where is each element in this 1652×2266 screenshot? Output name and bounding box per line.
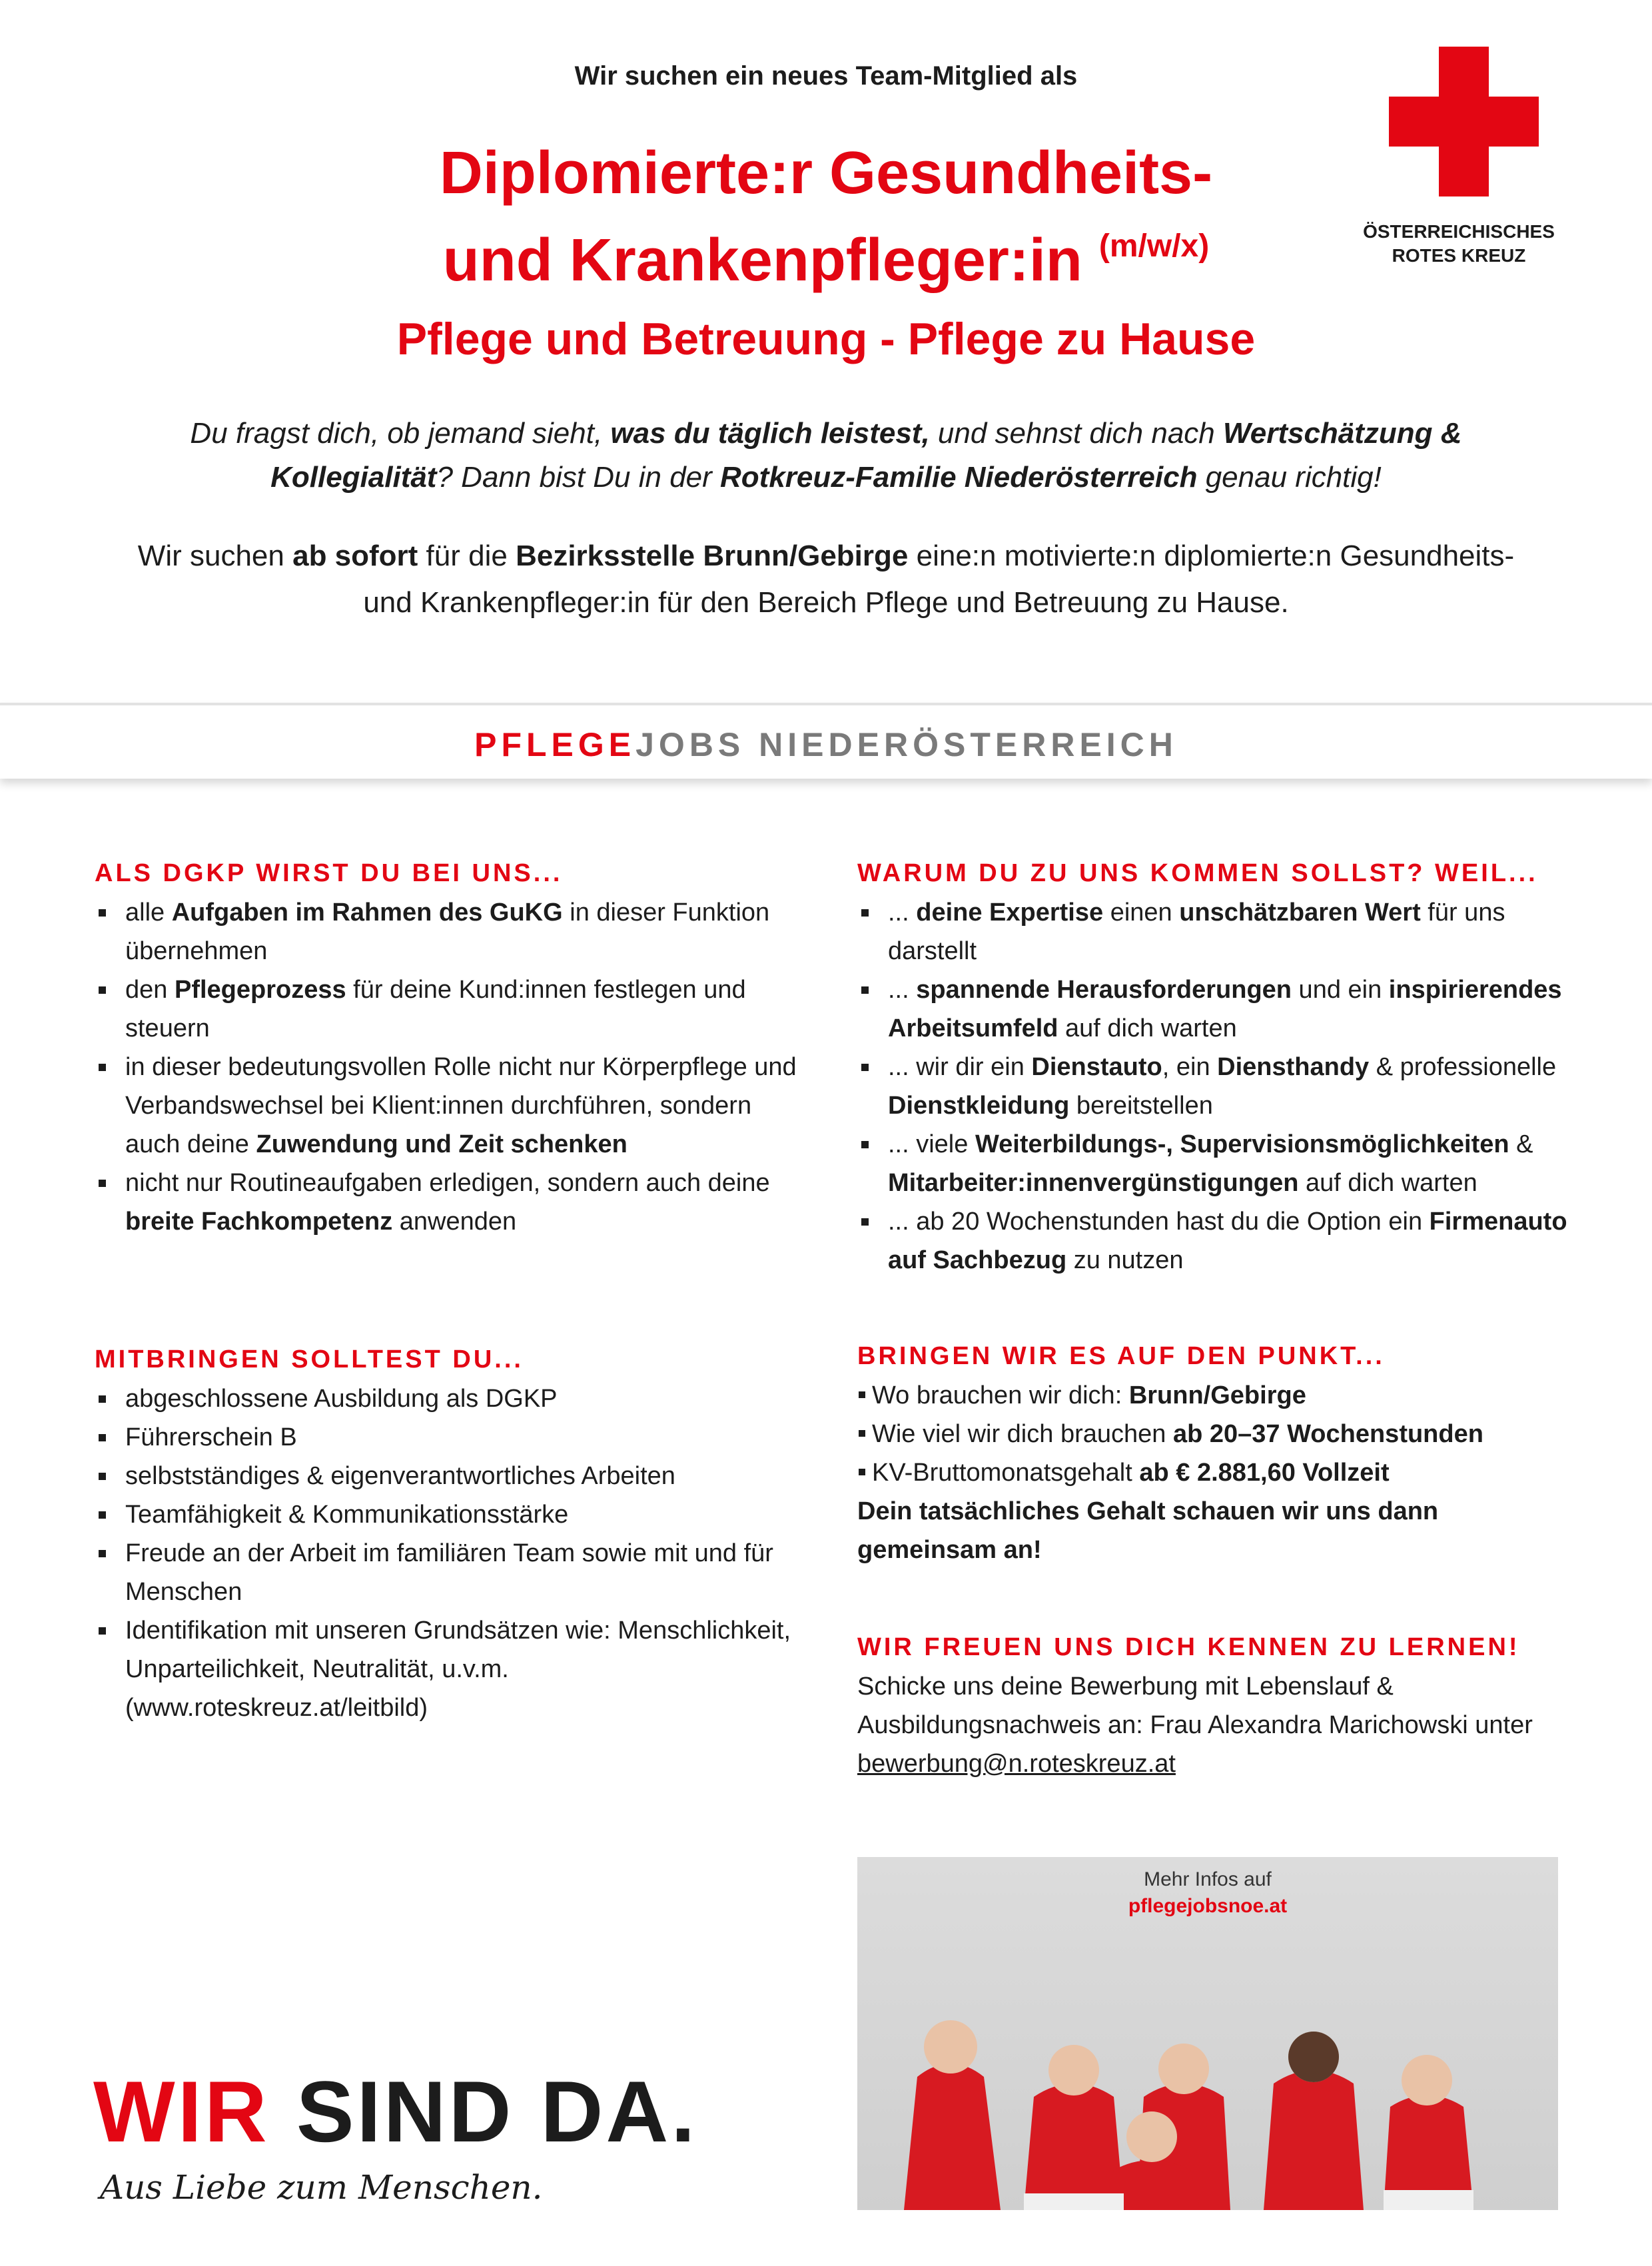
list-item: ... deine Expertise einen unschätzbaren Wert für uns darstellt: [857, 893, 1570, 970]
logo-line2: ROTES KREUZ: [1392, 245, 1526, 266]
benefits-list: [857, 893, 1570, 1280]
job-title: [200, 137, 1452, 297]
list-item: ... wir dir ein Dienstauto, ein Diensthandy & professionelle Dienstkleidung bereitstellen: [857, 1048, 1570, 1125]
team-illustration: [857, 1857, 1558, 2210]
intro-paragraph: [133, 533, 1519, 626]
banner-part1: PFLEGE: [474, 726, 636, 763]
intro-text: eine:n motivierte:n diplomierte:n Gesundheits- und Krankenpfleger:in für den Bereich Pflege und Betreuung zu Hause.: [363, 540, 1515, 619]
slogan: [93, 2062, 697, 2161]
contact-text: Schicke uns deine Bewerbung mit Lebenslauf & Ausbildungsnachweis an: Frau Alexandra Marichowski unter bewerbung@n.roteskreuz.at: [857, 1673, 1533, 1778]
gender-suffix: (m/w/x): [1098, 228, 1210, 264]
lead-text: genau richtig!: [1197, 461, 1382, 494]
facts-line-location: Wo brauchen wir dich: Brunn/Gebirge: [857, 1376, 1570, 1415]
intro-emphasis: ab sofort: [292, 540, 418, 572]
list-item: alle Aufgaben im Rahmen des GuKG in dieser Funktion übernehmen: [95, 893, 807, 970]
benefits-heading: WARUM DU ZU UNS KOMMEN SOLLST? WEIL...: [857, 859, 1538, 887]
facts-line-hours: Wie viel wir dich brauchen ab 20–37 Wochenstunden: [857, 1415, 1570, 1453]
contact-section: [857, 1633, 1570, 1783]
slogan-black: SIND DA.: [296, 2063, 698, 2160]
job-title-line1: Diplomierte:r Gesundheits-: [439, 140, 1213, 206]
tasks-heading: ALS DGKP WIRST DU BEI UNS...: [95, 859, 563, 887]
email-link[interactable]: bewerbung@n.roteskreuz.at: [857, 1750, 1176, 1778]
facts-section: [857, 1342, 1570, 1569]
team-photo: [857, 1857, 1558, 2210]
lead-text: ? Dann bist Du in der: [436, 461, 721, 494]
list-item: nicht nur Routineaufgaben erledigen, sondern auch deine breite Fachkompetenz anwenden: [95, 1164, 807, 1241]
facts-line-salary: KV-Bruttomonatsgehalt ab € 2.881,60 Vollzeit: [857, 1453, 1570, 1492]
lead-paragraph: [133, 412, 1519, 500]
lead-emphasis: was du täglich leistest,: [610, 417, 930, 450]
lead-emphasis: Rotkreuz-Familie Niederösterreich: [720, 461, 1198, 494]
red-cross-icon: [1389, 47, 1539, 196]
list-item: Führerschein B: [95, 1418, 807, 1457]
list-item: Freude an der Arbeit im familiären Team sowie mit und für Menschen: [95, 1534, 807, 1611]
salary-note: Dein tatsächliches Gehalt schauen wir uns dann gemeinsam an!: [857, 1497, 1439, 1564]
logo-text: [1359, 220, 1559, 268]
tasks-section: [95, 859, 807, 1241]
lead-text: Du fragst dich, ob jemand sieht,: [190, 417, 611, 450]
facts-heading: BRINGEN WIR ES AUF DEN PUNKT...: [857, 1342, 1385, 1370]
red-cross-logo: [1363, 47, 1555, 266]
list-item: Identifikation mit unseren Grundsätzen wie: Menschlichkeit, Unparteilichkeit, Neutralität, u.v.m. (www.roteskreuz.at/leitbild): [95, 1611, 807, 1727]
benefits-section: [857, 859, 1570, 1280]
list-item: Teamfähigkeit & Kommunikationsstärke: [95, 1495, 807, 1534]
tasks-list: [95, 893, 807, 1241]
list-item: selbstständiges & eigenverantwortliches Arbeiten: [95, 1457, 807, 1495]
website-link[interactable]: pflegejobsnoe.at: [1128, 1895, 1288, 1917]
contact-heading: WIR FREUEN UNS DICH KENNEN ZU LERNEN!: [857, 1633, 1520, 1661]
tagline: Aus Liebe zum Menschen.: [100, 2168, 543, 2207]
requirements-list: [95, 1379, 807, 1727]
banner-part2: JOBS NIEDERÖSTERREICH: [635, 726, 1178, 763]
intro-text: Wir suchen: [137, 540, 293, 572]
list-item: ... viele Weiterbildungs-, Supervisionsmöglichkeiten & Mitarbeiter:innenvergünstigungen auf dich warten: [857, 1125, 1570, 1202]
list-item: abgeschlossene Ausbildung als DGKP: [95, 1379, 807, 1418]
list-item: ... spannende Herausforderungen und ein inspirierendes Arbeitsumfeld auf dich warten: [857, 970, 1570, 1048]
list-item: in dieser bedeutungsvollen Rolle nicht nur Körperpflege und Verbandswechsel bei Klient:innen durchführen, sondern auch deine Zuwendung und Zeit schenken: [95, 1048, 807, 1164]
intro-emphasis: Bezirksstelle Brunn/Gebirge: [516, 540, 909, 572]
job-subtitle: Pflege und Betreuung - Pflege zu Hause: [396, 314, 1256, 364]
lead-text: und sehnst dich nach: [929, 417, 1223, 450]
pflegejobs-banner: [0, 703, 1652, 779]
slogan-red: WIR: [93, 2063, 270, 2160]
lead-emphasis: Wertschätzung & Kollegialität: [270, 417, 1462, 494]
job-title-line2: und Krankenpfleger:in: [442, 227, 1082, 294]
list-item: den Pflegeprozess für deine Kund:innen festlegen und steuern: [95, 970, 807, 1048]
requirements-heading: MITBRINGEN SOLLTEST DU...: [95, 1345, 524, 1373]
more-info-text: Mehr Infos auf: [1144, 1868, 1272, 1890]
requirements-section: [95, 1345, 807, 1727]
list-item: ... ab 20 Wochenstunden hast du die Option ein Firmenauto auf Sachbezug zu nutzen: [857, 1202, 1570, 1280]
intro-line: Wir suchen ein neues Team-Mitglied als: [574, 61, 1078, 91]
logo-line1: ÖSTERREICHISCHES: [1363, 221, 1555, 242]
banner-text: [0, 725, 1652, 764]
intro-text: für die: [418, 540, 516, 572]
